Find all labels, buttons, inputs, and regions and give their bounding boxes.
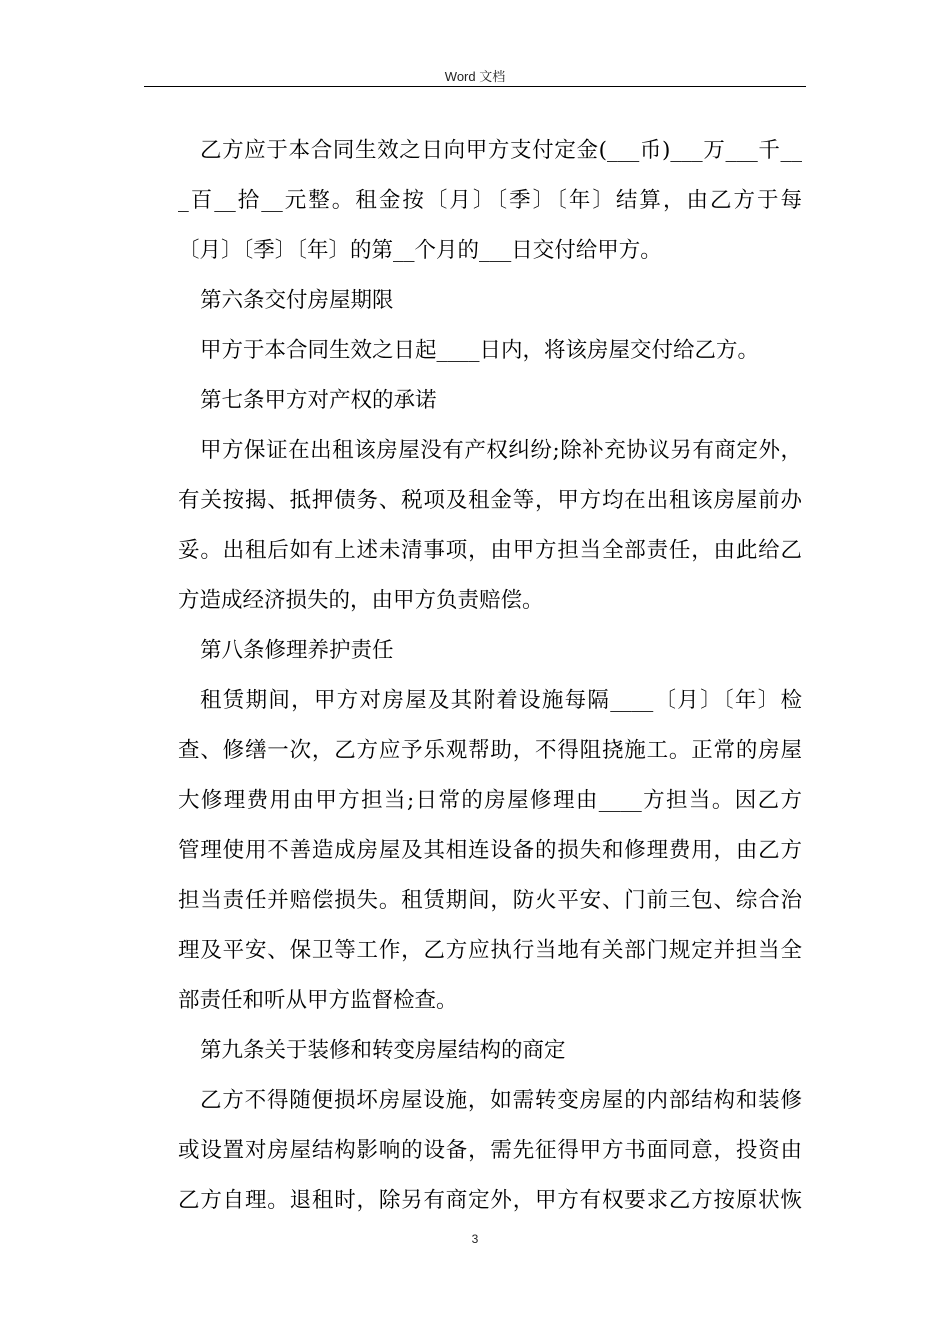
text-line: 乙方不得随便损坏房屋设施，如需转变房屋的内部结构和装修 — [200, 1088, 802, 1113]
header-divider — [144, 86, 806, 87]
text-line: 有关按揭、抵押债务、税项及租金等，甲方均在出租该房屋前办 — [178, 488, 802, 513]
text-line: 第九条关于装修和转变房屋结构的商定 — [200, 1038, 566, 1063]
text-line: 方造成经济损失的，由甲方负责赔偿。 — [178, 588, 544, 613]
text-line: 第六条交付房屋期限 — [200, 288, 394, 313]
text-line: 〔月〕〔季〕〔年〕的第__个月的___日交付给甲方。 — [178, 238, 662, 263]
text-line: 理及平安、保卫等工作，乙方应执行当地有关部门规定并担当全 — [178, 938, 802, 963]
page-number: 3 — [471, 1232, 479, 1246]
text-line: 乙方应于本合同生效之日向甲方支付定金(___币)___万___千__ — [200, 138, 802, 163]
text-line: 租赁期间，甲方对房屋及其附着设施每隔____〔月〕〔年〕检 — [200, 688, 802, 713]
text-line: 大修理费用由甲方担当;日常的房屋修理由____方担当。因乙方 — [178, 788, 802, 813]
text-line: 甲方保证在出租该房屋没有产权纠纷;除补充协议另有商定外， — [200, 438, 802, 463]
text-line: 第八条修理养护责任 — [200, 638, 394, 663]
text-line: 管理使用不善造成房屋及其相连设备的损失和修理费用，由乙方 — [178, 838, 802, 863]
text-line: _百__拾__元整。租金按〔月〕〔季〕〔年〕结算，由乙方于每 — [178, 188, 802, 213]
text-line: 妥。出租后如有上述未清事项，由甲方担当全部责任，由此给乙 — [178, 538, 802, 563]
text-line: 甲方于本合同生效之日起____日内，将该房屋交付给乙方。 — [200, 338, 760, 363]
page-header: Word 文档 — [444, 69, 506, 84]
text-line: 乙方自理。退租时，除另有商定外，甲方有权要求乙方按原状恢 — [178, 1188, 802, 1213]
text-line: 或设置对房屋结构影响的设备，需先征得甲方书面同意，投资由 — [178, 1138, 802, 1163]
document-body — [178, 133, 802, 1233]
text-line: 部责任和听从甲方监督检查。 — [178, 988, 458, 1013]
text-line: 第七条甲方对产权的承诺 — [200, 388, 437, 413]
text-line: 担当责任并赔偿损失。租赁期间，防火平安、门前三包、综合治 — [178, 888, 802, 913]
text-line: 查、修缮一次，乙方应予乐观帮助，不得阻挠施工。正常的房屋 — [178, 738, 802, 763]
